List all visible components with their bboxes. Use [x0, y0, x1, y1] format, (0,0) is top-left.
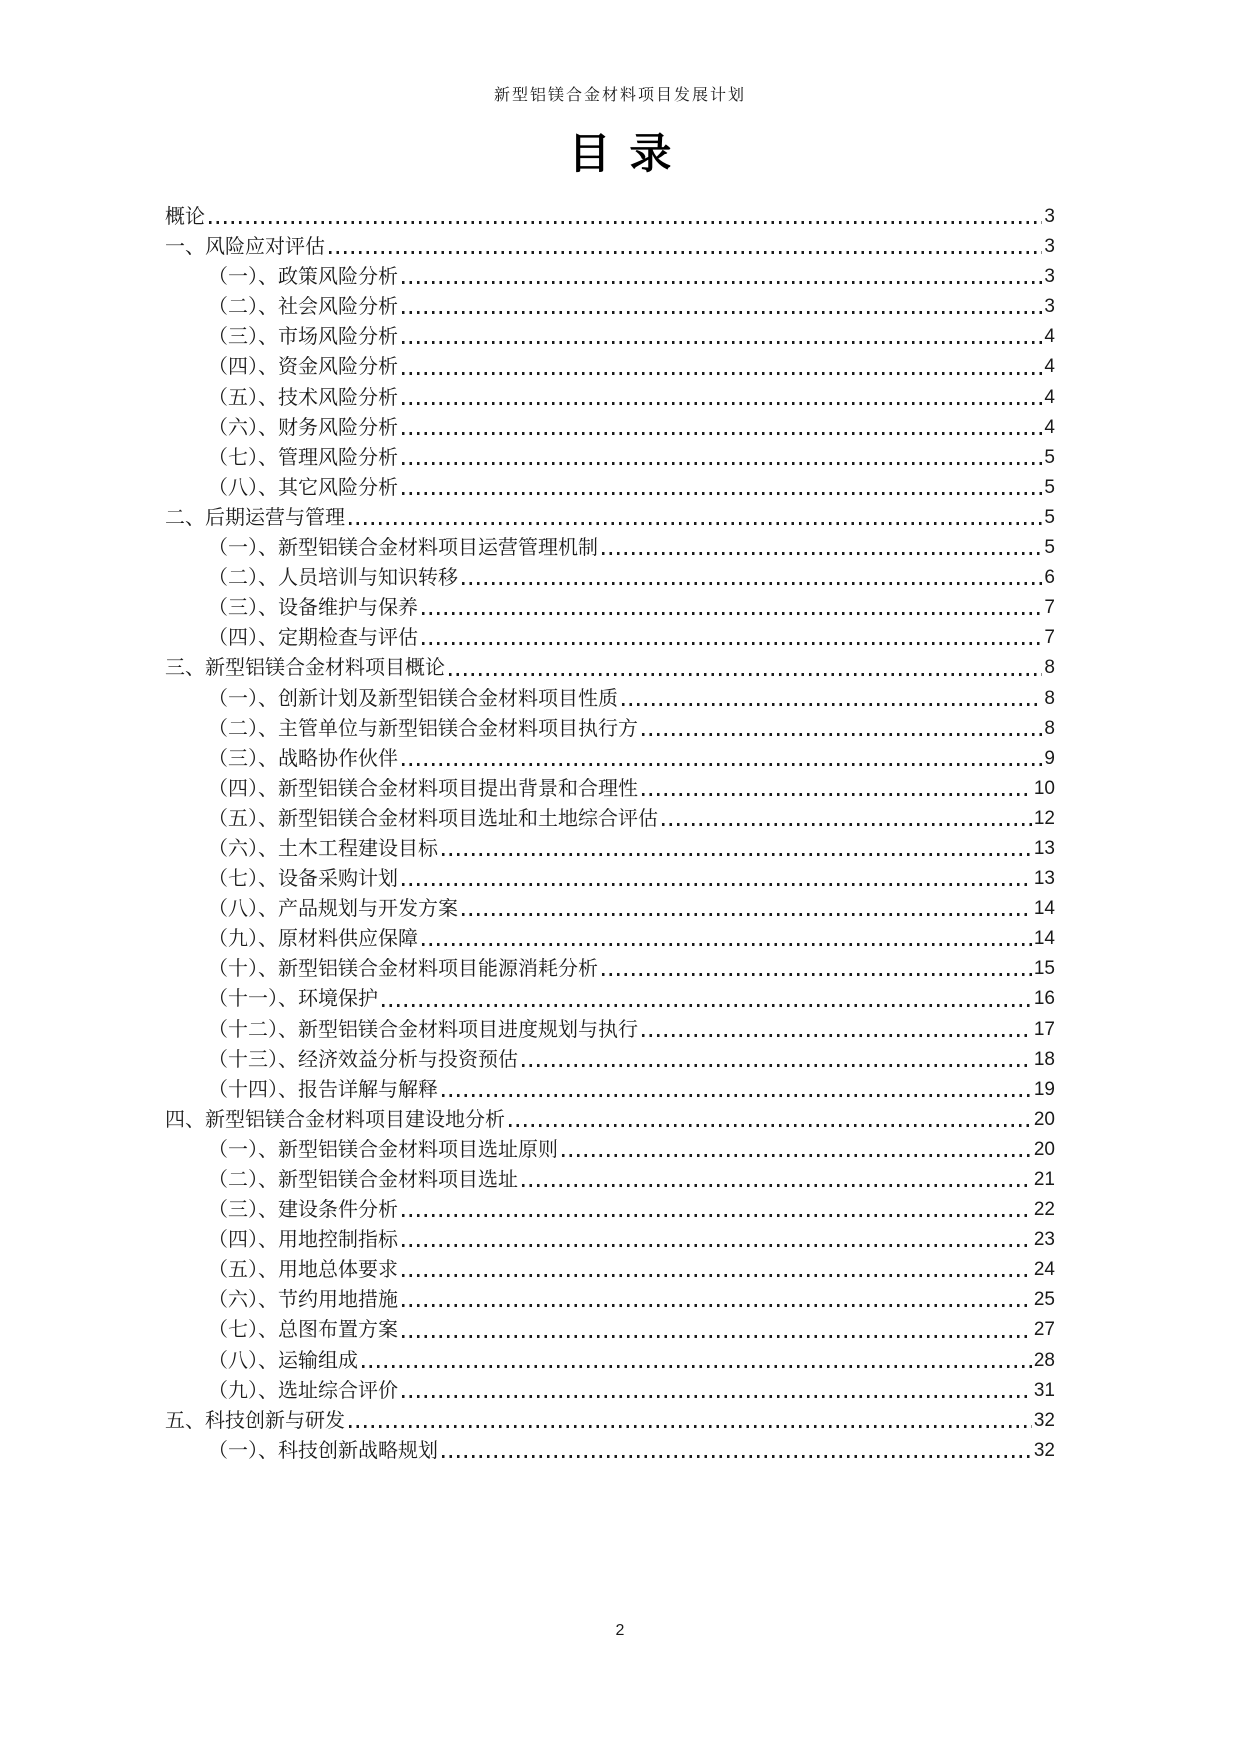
toc-leader-dots [402, 1304, 1032, 1307]
toc-entry-page-number: 7 [1044, 627, 1055, 649]
toc-entry-label: （五）、用地总体要求 [208, 1259, 398, 1282]
toc-entry-page-number: 24 [1033, 1259, 1055, 1281]
toc-entry-label: （三）、市场风险分析 [208, 326, 398, 349]
toc-leader-dots [442, 1455, 1032, 1458]
toc-entry-page-number: 20 [1033, 1108, 1055, 1130]
toc-entry-page-number: 20 [1033, 1138, 1055, 1160]
toc-entry-label: （四）、用地控制指标 [208, 1229, 398, 1252]
page-number-footer: 2 [615, 1622, 625, 1639]
toc-leader-dots [602, 973, 1032, 976]
toc-entry[interactable] [165, 1376, 1055, 1406]
toc-entry-page-number: 16 [1033, 988, 1055, 1010]
toc-entry-label: 五、科技创新与研发 [165, 1409, 345, 1432]
toc-leader-dots [562, 1154, 1032, 1157]
toc-entry-page-number: 5 [1044, 537, 1055, 559]
toc-entry[interactable] [165, 202, 1055, 232]
toc-entry-label: 二、后期运营与管理 [165, 506, 345, 529]
toc-leader-dots [422, 642, 1042, 645]
toc-entry-label: （二）、主管单位与新型铝镁合金材料项目执行方 [208, 717, 638, 740]
toc-entry[interactable] [165, 714, 1055, 744]
toc-leader-dots [349, 522, 1042, 525]
toc-entry[interactable] [165, 1225, 1055, 1255]
toc-entry[interactable] [165, 924, 1055, 954]
toc-entry-label: （一）、新型铝镁合金材料项目运营管理机制 [208, 537, 598, 560]
toc-entry-page-number: 5 [1044, 476, 1055, 498]
toc-entry-label: （二）、社会风险分析 [208, 296, 398, 319]
toc-entry-label: （三）、战略协作伙伴 [208, 747, 398, 770]
toc-entry-label: 概论 [165, 206, 205, 228]
toc-entry[interactable] [165, 232, 1055, 262]
toc-entry[interactable] [165, 533, 1055, 563]
toc-entry[interactable] [165, 1135, 1055, 1165]
toc-entry-page-number: 32 [1033, 1439, 1055, 1461]
toc-leader-dots [402, 341, 1042, 344]
toc-entry[interactable] [165, 1315, 1055, 1345]
toc-leader-dots [402, 281, 1042, 284]
toc-entry[interactable] [165, 1285, 1055, 1315]
toc-entry-page-number: 4 [1044, 386, 1055, 408]
toc-leader-dots [402, 763, 1042, 766]
toc-leader-dots [402, 402, 1042, 405]
toc-entry[interactable] [165, 443, 1055, 473]
toc-entry[interactable] [165, 1105, 1055, 1135]
toc-entry-label: （十四）、报告详解与解释 [208, 1078, 438, 1101]
toc-entry-label: （六）、财务风险分析 [208, 416, 398, 439]
toc-entry-page-number: 4 [1044, 326, 1055, 348]
toc-entry-page-number: 23 [1033, 1229, 1055, 1251]
toc-leader-dots [662, 823, 1032, 826]
toc-entry-page-number: 8 [1044, 717, 1055, 739]
toc-entry-page-number: 32 [1033, 1409, 1055, 1431]
toc-entry-label: （八）、运输组成 [208, 1349, 358, 1372]
toc-entry-page-number: 18 [1033, 1048, 1055, 1070]
toc-entry-label: （十一）、环境保护 [208, 988, 378, 1011]
toc-leader-dots [642, 1034, 1032, 1037]
toc-leader-dots [402, 462, 1042, 465]
toc-entry-page-number: 4 [1044, 356, 1055, 378]
toc-entry[interactable] [165, 1195, 1055, 1225]
toc-entry[interactable] [165, 1165, 1055, 1195]
toc-entry-label: （一）、新型铝镁合金材料项目选址原则 [208, 1138, 558, 1161]
toc-entry-page-number: 14 [1033, 898, 1055, 920]
toc-leader-dots [402, 1395, 1032, 1398]
toc-leader-dots [522, 1184, 1032, 1187]
toc-entry-label: （五）、新型铝镁合金材料项目选址和土地综合评估 [208, 807, 658, 830]
toc-leader-dots [442, 853, 1032, 856]
toc-leader-dots [402, 1274, 1032, 1277]
toc-leader-dots [422, 612, 1042, 615]
toc-entry[interactable] [165, 1255, 1055, 1285]
toc-leader-dots [402, 311, 1042, 314]
toc-leader-dots [462, 913, 1032, 916]
toc-entry-page-number: 14 [1033, 928, 1055, 950]
toc-entry[interactable] [165, 1406, 1055, 1436]
toc-entry-page-number: 8 [1044, 687, 1055, 709]
toc-entry-label: （四）、资金风险分析 [208, 356, 398, 379]
toc-leader-dots [402, 492, 1042, 495]
toc-entry-label: （七）、管理风险分析 [208, 446, 398, 469]
toc-entry-page-number: 25 [1033, 1289, 1055, 1311]
toc-entry[interactable] [165, 1346, 1055, 1376]
toc-entry-label: （二）、新型铝镁合金材料项目选址 [208, 1169, 518, 1191]
toc-entry-page-number: 27 [1033, 1319, 1055, 1341]
toc-entry[interactable] [165, 1075, 1055, 1105]
toc-leader-dots [602, 552, 1042, 555]
toc-entry-page-number: 10 [1033, 777, 1055, 799]
toc-entry-label: （五）、技术风险分析 [208, 386, 398, 409]
toc-entry[interactable] [165, 473, 1055, 503]
toc-entry[interactable] [165, 563, 1055, 593]
toc-entry-page-number: 19 [1033, 1078, 1055, 1100]
toc-entry-label: （十二）、新型铝镁合金材料项目进度规划与执行 [208, 1018, 638, 1041]
toc-leader-dots [362, 1365, 1032, 1368]
toc-entry-page-number: 9 [1044, 747, 1055, 769]
toc-entry-page-number: 12 [1033, 807, 1055, 829]
toc-leader-dots [402, 372, 1042, 375]
toc-entry-label: （七）、总图布置方案 [208, 1319, 398, 1342]
toc-entry-page-number: 28 [1033, 1349, 1055, 1371]
toc-entry-label: （六）、节约用地措施 [208, 1289, 398, 1312]
toc-leader-dots [382, 1004, 1032, 1007]
toc-entry-label: 三、新型铝镁合金材料项目概论 [165, 657, 445, 680]
toc-entry-label: （一）、科技创新战略规划 [208, 1439, 438, 1462]
toc-entry-page-number: 3 [1044, 206, 1055, 227]
toc-entry[interactable] [165, 864, 1055, 894]
toc-entry-label: （一）、政策风险分析 [208, 266, 398, 289]
toc-leader-dots [329, 251, 1042, 254]
toc-entry[interactable] [165, 774, 1055, 804]
toc-leader-dots [449, 673, 1042, 676]
toc-entry-page-number: 6 [1044, 567, 1055, 589]
toc-entry-page-number: 3 [1044, 266, 1055, 288]
toc-entry[interactable] [165, 894, 1055, 924]
toc-entry[interactable] [165, 292, 1055, 322]
toc-entry-page-number: 7 [1044, 597, 1055, 619]
toc-leader-dots [402, 1335, 1032, 1338]
toc-entry-page-number: 4 [1044, 416, 1055, 438]
toc-leader-dots [402, 1214, 1032, 1217]
toc-entry[interactable] [165, 503, 1055, 533]
toc-entry[interactable] [165, 262, 1055, 292]
toc-entry-page-number: 31 [1033, 1379, 1055, 1401]
toc-entry[interactable] [165, 1045, 1055, 1075]
toc-entry-page-number: 13 [1033, 868, 1055, 890]
toc-entry[interactable] [165, 984, 1055, 1014]
toc-entry-label: （八）、产品规划与开发方案 [208, 898, 458, 921]
toc-leader-dots [462, 582, 1042, 585]
toc-entry[interactable] [165, 684, 1055, 714]
toc-entry[interactable] [165, 413, 1055, 443]
toc-entry[interactable] [165, 352, 1055, 382]
toc-leader-dots [209, 221, 1042, 224]
toc-entry-page-number: 17 [1033, 1018, 1055, 1040]
toc-entry-page-number: 15 [1033, 958, 1055, 980]
toc-entry-label: （九）、选址综合评价 [208, 1379, 398, 1402]
toc-entry-label: （六）、土木工程建设目标 [208, 837, 438, 860]
toc-entry-label: 一、风险应对评估 [165, 236, 325, 259]
toc-entry-page-number: 21 [1033, 1169, 1055, 1190]
toc-entry-label: （一）、创新计划及新型铝镁合金材料项目性质 [208, 687, 618, 710]
toc-leader-dots [422, 943, 1032, 946]
toc-entry-label: （八）、其它风险分析 [208, 476, 398, 499]
toc-entry-label: （七）、设备采购计划 [208, 868, 398, 891]
toc-entry-page-number: 5 [1044, 446, 1055, 468]
toc-entry-page-number: 8 [1044, 657, 1055, 679]
toc-leader-dots [442, 1094, 1032, 1097]
toc-entry-page-number: 13 [1033, 837, 1055, 859]
toc-leader-dots [402, 883, 1032, 886]
toc-entry[interactable] [165, 383, 1055, 413]
toc-entry[interactable] [165, 1015, 1055, 1045]
toc-leader-dots [402, 1244, 1032, 1247]
toc-title: 目录 [568, 132, 691, 178]
document-header-title: 新型铝镁合金材料项目发展计划 [493, 87, 746, 104]
toc-entry-label: 四、新型铝镁合金材料项目建设地分析 [165, 1108, 505, 1131]
toc-leader-dots [349, 1425, 1032, 1428]
toc-entry-page-number: 5 [1044, 506, 1055, 528]
toc-entry-label: （十）、新型铝镁合金材料项目能源消耗分析 [208, 958, 598, 981]
toc-entry[interactable] [165, 653, 1055, 683]
toc-entry[interactable] [165, 1436, 1055, 1466]
toc-entry-label: （十三）、经济效益分析与投资预估 [208, 1048, 518, 1071]
toc-entry[interactable] [165, 834, 1055, 864]
toc-leader-dots [642, 733, 1042, 736]
toc-entry-page-number: 3 [1044, 296, 1055, 318]
toc-leader-dots [522, 1064, 1032, 1067]
toc-entry-label: （三）、设备维护与保养 [208, 597, 418, 620]
toc-entry-page-number: 22 [1033, 1199, 1055, 1221]
toc-entry-label: （三）、建设条件分析 [208, 1199, 398, 1222]
toc-list [165, 202, 1055, 1466]
toc-entry-label: （九）、原材料供应保障 [208, 928, 418, 951]
toc-entry[interactable] [165, 322, 1055, 352]
toc-entry-label: （四）、定期检查与评估 [208, 627, 418, 650]
toc-leader-dots [402, 432, 1042, 435]
toc-entry[interactable] [165, 744, 1055, 774]
toc-entry[interactable] [165, 954, 1055, 984]
toc-entry[interactable] [165, 623, 1055, 653]
toc-entry-label: （四）、新型铝镁合金材料项目提出背景和合理性 [208, 777, 638, 800]
toc-leader-dots [622, 703, 1042, 706]
toc-leader-dots [509, 1124, 1032, 1127]
toc-leader-dots [642, 793, 1032, 796]
toc-entry[interactable] [165, 593, 1055, 623]
toc-entry-label: （二）、人员培训与知识转移 [208, 567, 458, 590]
toc-entry[interactable] [165, 804, 1055, 834]
toc-entry-page-number: 3 [1044, 236, 1055, 258]
